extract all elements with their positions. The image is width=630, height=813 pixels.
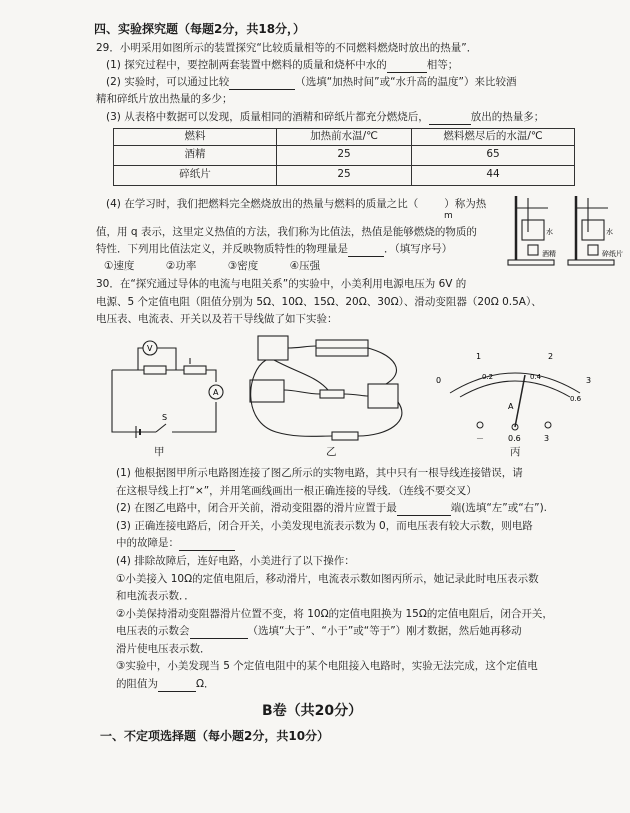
q30-stem-1: 30．在“探究通过导体的电流与电阻关系”的实验中，小美利用电源电压为 6V 的 xyxy=(96,278,467,290)
q30-part1: (1) 他根据图甲所示电路图连接了图乙所示的实物电路，其中只有一根导线连接错误，请 xyxy=(116,467,523,479)
label-water-1: 水 xyxy=(546,228,553,236)
q30-part2-text: (2) 在图乙电路中，闭合开关前，滑动变阻器的滑片应置于最 xyxy=(116,502,397,514)
terminal-label-minus: － xyxy=(476,434,484,443)
burner-1 xyxy=(528,245,538,255)
scale-3: 3 xyxy=(586,376,592,385)
scale-06: 0.6 xyxy=(570,395,582,403)
answer-blank[interactable] xyxy=(397,515,451,516)
table-cell: 25 xyxy=(277,165,412,185)
q29-part3-text: (3) 从表格中数据可以发现，质量相同的酒精和碎纸片都充分燃烧后， xyxy=(106,111,429,123)
terminal-3 xyxy=(545,422,551,428)
wire-3 xyxy=(288,346,316,348)
wire-2 xyxy=(284,390,320,394)
q30-stem-2: 电源、5 个定值电阻（阻值分别为 5Ω、10Ω、15Ω、20Ω、30Ω）、滑动变阻器（20Ω 0.5A）、 xyxy=(96,296,542,308)
q30-step2-cont xyxy=(116,625,522,639)
wire-right xyxy=(172,402,216,432)
scale-02: 0.2 xyxy=(482,373,494,381)
beaker-1 xyxy=(522,220,544,240)
q30-part2 xyxy=(116,502,547,516)
q30-step2-end: 滑片使电压表示数． xyxy=(116,643,211,655)
q29-part2 xyxy=(106,76,516,90)
q30-part1-cont: 在这根导线上打“×”，并用笔画线画出一根正确连接的导线．（连线不要交叉） xyxy=(116,485,477,497)
figure-label-yi: 乙 xyxy=(326,446,337,458)
scale-04: 0.4 xyxy=(530,373,542,381)
rheostat-symbol xyxy=(184,366,206,374)
part-b-title: B卷（共20分） xyxy=(262,703,363,719)
q29-part4-line3-text: 特性．下列用比值法定义，并反映物质特性的物理量是 xyxy=(96,243,348,255)
q29-part3-tail: 放出的热量多； xyxy=(470,111,545,123)
q30-part3-cont xyxy=(116,537,235,551)
answer-blank[interactable] xyxy=(158,691,196,692)
figure-label-jia: 甲 xyxy=(154,446,165,458)
fuel-data-table xyxy=(113,128,575,186)
q30-step3-cont-text: 的阻值为 xyxy=(116,678,158,690)
q29-part4-paren: ）称为热 xyxy=(444,198,487,210)
terminal-label-3: 3 xyxy=(544,434,550,443)
stand-base-1 xyxy=(508,260,554,265)
switch-device xyxy=(332,432,358,440)
section-title: 四、实验探究题（每题2分，共18分，） xyxy=(94,22,306,36)
q30-step2-cont-tail: （选填“大于”、“小于”或“等于”）刚才数据，然后她再移动 xyxy=(247,625,522,637)
answer-blank[interactable] xyxy=(429,124,471,125)
q30-step2: ②小美保持滑动变阻器滑片位置不变，将 10Ω的定值电阻换为 15Ω的定值电阻后，闭合开关， xyxy=(116,608,553,620)
q30-step3-cont xyxy=(116,678,215,692)
q30-step1-cont: 和电流表示数．． xyxy=(116,590,195,602)
wire-6 xyxy=(358,402,402,436)
q30-step1: ①小美接入 10Ω的定值电阻后，移动滑片，电流表示数如图丙所示，她记录此时电压表示数 xyxy=(116,573,539,585)
answer-blank[interactable] xyxy=(229,89,295,90)
resistor-symbol xyxy=(144,366,166,374)
table-cell: 44 xyxy=(412,165,575,185)
physical-circuit xyxy=(236,332,422,458)
answer-blank[interactable] xyxy=(387,72,427,73)
q30-step2-cont-text: 电压表的示数会 xyxy=(116,625,190,637)
table-cell: 碎纸片 xyxy=(114,165,277,185)
burner-2 xyxy=(588,245,598,255)
circuit-diagram xyxy=(104,334,232,454)
scale-1: 1 xyxy=(476,352,482,361)
q29-part1-tail: 相等； xyxy=(426,59,459,71)
q29-part4-line3-tail: ．（填写序号） xyxy=(384,243,453,255)
q29-options: ①速度 ②功率 ③密度 ④压强 xyxy=(104,260,321,272)
table-cell: 65 xyxy=(412,145,575,165)
terminal-minus xyxy=(477,422,483,428)
fraction-denominator: m xyxy=(444,211,453,221)
answer-blank[interactable] xyxy=(190,638,248,639)
q30-step3-cont-tail: Ω． xyxy=(196,678,215,690)
q29-part2-text: (2) 实验时，可以通过比较 xyxy=(106,76,230,88)
apparatus-figure xyxy=(504,190,626,280)
q30-part3: (3) 正确连接电路后，闭合开关，小美发现电流表示数为 0，而电压表有较大示数，则电路 xyxy=(116,520,533,532)
q29-part4-text: (4) 在学习时，我们把燃料完全燃烧放出的热量与燃料的质量之比（ xyxy=(106,198,419,210)
dial-arc-outer xyxy=(450,373,580,393)
scale-2: 2 xyxy=(548,352,554,361)
voltmeter-wire-left xyxy=(138,348,143,370)
ammeter-device xyxy=(368,384,398,408)
figure-label-bing: 丙 xyxy=(510,446,521,458)
stand-base-2 xyxy=(568,260,614,265)
q30-step3: ③实验中，小美发现当 5 个定值电阻中的某个电阻接入电路时，实验无法完成，这个定值电 xyxy=(116,660,538,672)
battery-box xyxy=(250,380,284,402)
table-cell: 25 xyxy=(277,145,412,165)
voltmeter-device xyxy=(258,336,288,360)
unit-label: A xyxy=(508,402,514,411)
ammeter-label: A xyxy=(213,388,219,397)
q29-part1-text: (1) 探究过程中，要控制两套装置中燃料的质量和烧杯中水的 xyxy=(106,59,387,71)
q29-stem: 29．小明采用如图所示的装置探究“比较质量相等的不同燃料燃烧时放出的热量”． xyxy=(96,42,478,54)
q30-stem-3: 电压表、电流表、开关以及若干导线做了如下实验： xyxy=(96,313,338,325)
resistor-device xyxy=(320,390,344,398)
beaker-2 xyxy=(582,220,604,240)
q29-part2-cont: 精和碎纸片放出热量的多少； xyxy=(96,93,233,105)
q29-part4 xyxy=(106,198,486,212)
q30-part3-cont-text: 中的故障是： xyxy=(116,537,179,549)
q30-part4: (4) 排除故障后，连好电路，小美进行了以下操作： xyxy=(116,555,355,567)
scale-0: 0 xyxy=(436,376,442,385)
label-water-2: 水 xyxy=(606,228,613,236)
needle xyxy=(515,375,525,427)
wire-4 xyxy=(344,394,368,396)
terminal-label-06: 0.6 xyxy=(508,434,521,443)
switch-label: S xyxy=(162,413,168,422)
ammeter-dial xyxy=(430,345,600,445)
q29-part3 xyxy=(106,111,544,125)
voltmeter-label: V xyxy=(147,344,153,353)
table-cell: 酒精 xyxy=(114,145,277,165)
q29-part2-tail: （选填“加热时间”或“水升高的温度”）来比较酒 xyxy=(295,76,517,88)
q30-part2-tail: 端(选填“左”或“右”). xyxy=(450,502,548,514)
wire-5 xyxy=(368,348,396,384)
label-fuel-1: 酒精 xyxy=(542,250,556,258)
dial-arc-inner xyxy=(460,381,570,397)
switch-symbol xyxy=(156,424,166,432)
wire-7 xyxy=(274,360,328,390)
answer-blank[interactable] xyxy=(179,550,235,551)
table-header: 加热前水温/℃ xyxy=(277,129,412,146)
table-header: 燃料 xyxy=(114,129,277,146)
section-b1-title: 一、不定项选择题（每小题2分，共10分） xyxy=(100,729,330,743)
label-fuel-2: 碎纸片 xyxy=(602,250,623,258)
q29-part1 xyxy=(106,59,458,73)
answer-blank[interactable] xyxy=(348,256,384,257)
q29-part4-line3 xyxy=(96,243,452,257)
table-header: 燃料燃尽后的水温/℃ xyxy=(412,129,575,146)
wire-left xyxy=(112,370,156,432)
q29-part4-line2: 值，用 q 表示，这里定义热值的方法，我们称为比值法，热值是能够燃烧的物质的 xyxy=(96,226,477,238)
